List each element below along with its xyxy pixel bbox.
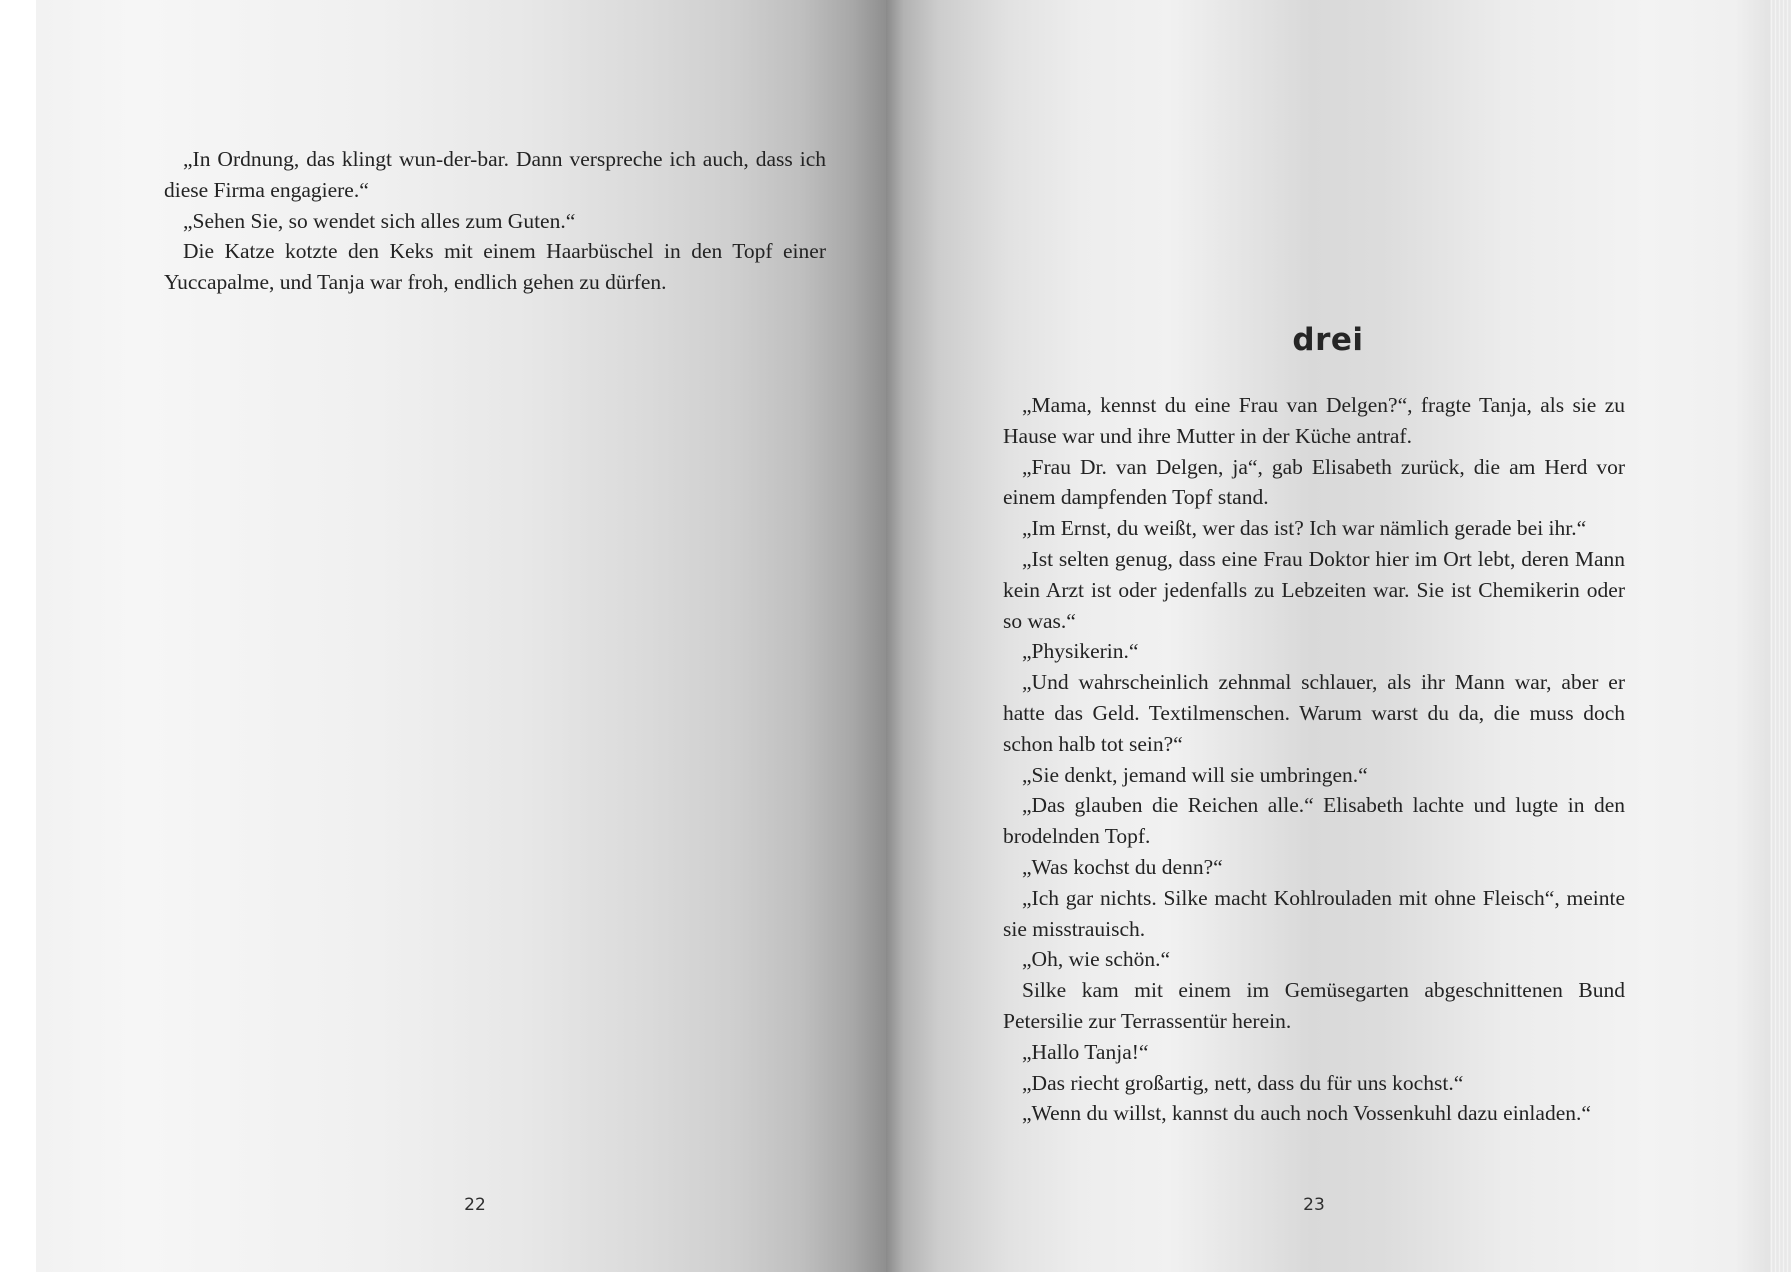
left-page <box>36 0 886 1272</box>
right-paragraph-12: Silke kam mit einem im Gemüsegarten abgeschnittenen Bund Petersilie zur Terrassentür herein. <box>1003 978 1625 1033</box>
right-paragraph-5: „Physikerin.“ <box>1022 639 1139 664</box>
right-paragraph-2: „Frau Dr. van Delgen, ja“, gab Elisabeth zurück, die am Herd vor einem dampfenden Topf stand. <box>1003 454 1625 510</box>
left-page-number: 22 <box>464 1195 486 1215</box>
right-paragraph-10: „Ich gar nichts. Silke macht Kohlrouladen mit ohne Fleisch“, meinte sie misstrauisch. <box>1003 885 1625 941</box>
left-paragraph-1: „In Ordnung, das klingt wun-der-bar. Dann verspreche ich auch, dass ich diese Firma engagiere.“ <box>164 147 826 202</box>
right-paragraph-4: „Ist selten genug, dass eine Frau Doktor hier im Ort lebt, deren Mann kein Arzt ist oder jedenfalls zu Lebzeiten war. Sie ist Chemikerin oder so was.“ <box>1003 546 1625 633</box>
right-paragraph-3: „Im Ernst, du weißt, wer das ist? Ich war nämlich gerade bei ihr.“ <box>1022 516 1587 541</box>
right-paragraph-9: „Was kochst du denn?“ <box>1022 854 1223 879</box>
right-paragraph-11: „Oh, wie schön.“ <box>1022 947 1171 972</box>
right-page-number: 23 <box>1303 1195 1325 1215</box>
right-paragraph-6: „Und wahrscheinlich zehnmal schlauer, als ihr Mann war, aber er hatte das Geld. Textilmenschen. Warum warst du da, die muss doch schon halb tot sein?“ <box>1003 670 1625 756</box>
chapter-title: drei <box>1292 322 1364 358</box>
page-edges <box>1770 0 1791 1272</box>
right-paragraph-15: „Wenn du willst, kannst du auch noch Vossenkuhl dazu einladen.“ <box>1022 1101 1591 1126</box>
right-paragraph-7: „Sie denkt, jemand will sie umbringen.“ <box>1022 762 1368 787</box>
right-page-text <box>1003 390 1625 1129</box>
right-paragraph-1: „Mama, kennst du eine Frau van Delgen?“, fragte Tanja, als sie zu Hause war und ihre Mutter in der Küche antraf. <box>1003 393 1625 448</box>
right-paragraph-14: „Das riecht großartig, nett, dass du für uns kochst.“ <box>1022 1070 1464 1095</box>
left-paragraph-3: Die Katze kotzte den Keks mit einem Haarbüschel in den Topf einer Yuccapalme, und Tanja war froh, endlich gehen zu dürfen. <box>164 239 826 295</box>
right-paragraph-8: „Das glauben die Reichen alle.“ Elisabeth lachte und lugte in den brodelnden Topf. <box>1003 793 1625 849</box>
right-paragraph-13: „Hallo Tanja!“ <box>1022 1039 1149 1064</box>
right-page <box>886 0 1770 1272</box>
left-page-text <box>164 144 826 298</box>
left-paragraph-2: „Sehen Sie, so wendet sich alles zum Guten.“ <box>183 208 576 233</box>
